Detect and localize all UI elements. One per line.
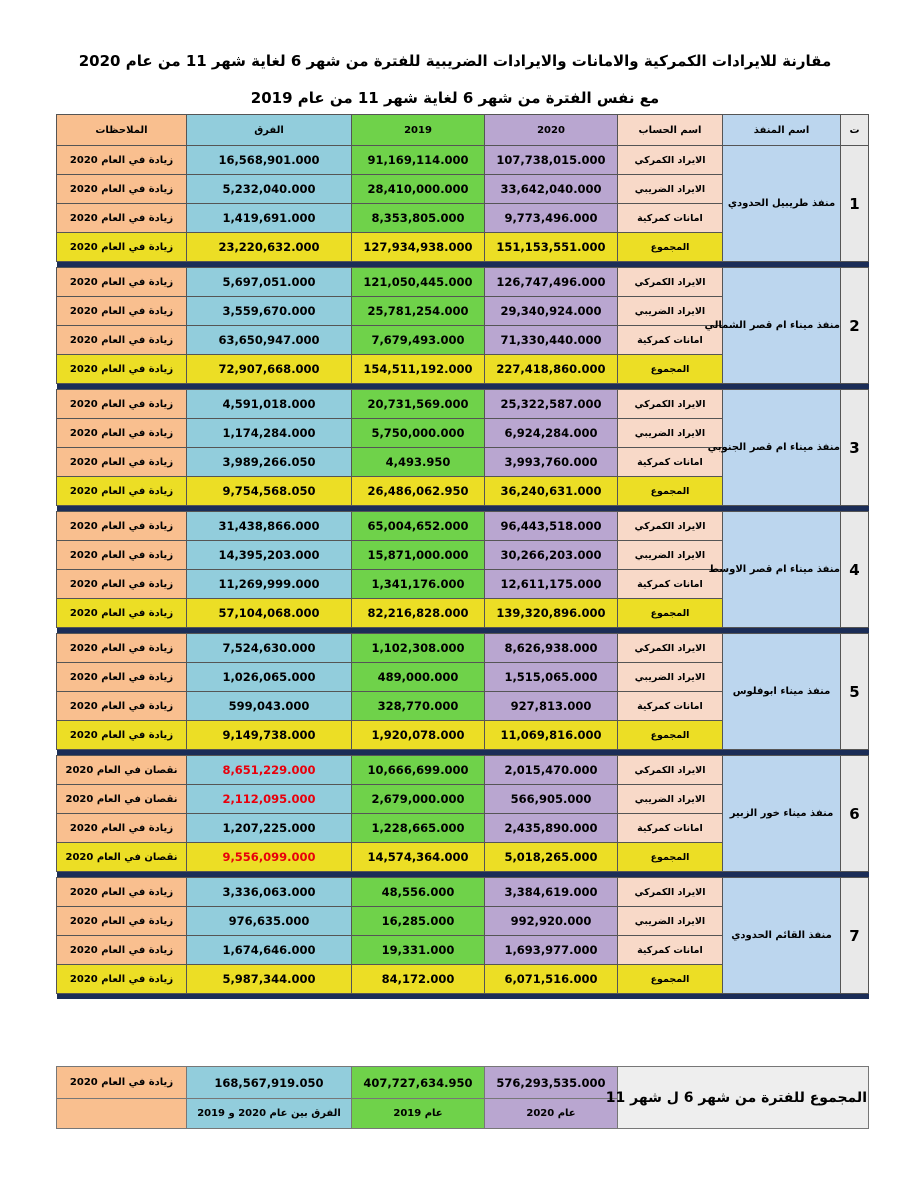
note-cell: زيادة في العام 2020 xyxy=(57,233,187,262)
value-2020: 3,993,760.000 xyxy=(485,448,618,477)
value-diff: 599,043.000 xyxy=(187,692,352,721)
port-index: 2 xyxy=(841,268,869,384)
table-row xyxy=(57,512,869,541)
value-diff: 1,174,284.000 xyxy=(187,419,352,448)
value-diff: 11,269,999.000 xyxy=(187,570,352,599)
note-cell: زيادة في العام 2020 xyxy=(57,599,187,628)
value-2020: 992,920.000 xyxy=(485,907,618,936)
note-cell: نقصان في العام 2020 xyxy=(57,785,187,814)
value-diff: 1,207,225.000 xyxy=(187,814,352,843)
header-index: ت xyxy=(841,115,869,146)
account-name: الايراد الكمركي xyxy=(618,634,723,663)
account-name: المجموع xyxy=(618,843,723,872)
value-2019: 121,050,445.000 xyxy=(352,268,485,297)
value-diff: 2,112,095.000 xyxy=(187,785,352,814)
value-2019: 16,285.000 xyxy=(352,907,485,936)
note-cell: زيادة في العام 2020 xyxy=(57,419,187,448)
value-2019: 154,511,192.000 xyxy=(352,355,485,384)
summary-note-caption xyxy=(57,1099,187,1129)
value-2020: 151,153,551.000 xyxy=(485,233,618,262)
value-diff: 14,395,203.000 xyxy=(187,541,352,570)
port-name: منفذ ميناء ام قصر الشمالي xyxy=(723,268,841,384)
note-cell: زيادة في العام 2020 xyxy=(57,965,187,994)
port-name: منفذ ميناء ام قصر الجنوبي xyxy=(723,390,841,506)
value-2020: 107,738,015.000 xyxy=(485,146,618,175)
value-diff: 9,556,099.000 xyxy=(187,843,352,872)
value-2020: 30,266,203.000 xyxy=(485,541,618,570)
value-2020: 8,626,938.000 xyxy=(485,634,618,663)
value-2020: 71,330,440.000 xyxy=(485,326,618,355)
note-cell: زيادة في العام 2020 xyxy=(57,448,187,477)
account-name: الايراد الضريبي xyxy=(618,297,723,326)
account-name: الايراد الكمركي xyxy=(618,512,723,541)
summary-2020: 576,293,535.000 xyxy=(485,1067,618,1099)
note-cell: زيادة في العام 2020 xyxy=(57,355,187,384)
port-index: 5 xyxy=(841,634,869,750)
port-name: منفذ طريبيل الحدودي xyxy=(723,146,841,262)
value-diff: 3,559,670.000 xyxy=(187,297,352,326)
value-2020: 1,515,065.000 xyxy=(485,663,618,692)
header-2020: 2020 xyxy=(485,115,618,146)
value-2019: 15,871,000.000 xyxy=(352,541,485,570)
value-diff: 9,754,568.050 xyxy=(187,477,352,506)
summary-values-row xyxy=(57,1067,869,1099)
value-2020: 126,747,496.000 xyxy=(485,268,618,297)
port-name: منفذ ميناء ام قصر الاوسط xyxy=(723,512,841,628)
account-name: الايراد الضريبي xyxy=(618,175,723,204)
value-diff: 5,232,040.000 xyxy=(187,175,352,204)
summary-table xyxy=(56,1066,869,1129)
account-name: الايراد الضريبي xyxy=(618,907,723,936)
header-port-name: اسم المنفذ xyxy=(723,115,841,146)
value-2020: 227,418,860.000 xyxy=(485,355,618,384)
account-name: المجموع xyxy=(618,355,723,384)
value-diff: 7,524,630.000 xyxy=(187,634,352,663)
value-diff: 23,220,632.000 xyxy=(187,233,352,262)
value-2019: 19,331.000 xyxy=(352,936,485,965)
value-2019: 7,679,493.000 xyxy=(352,326,485,355)
value-2020: 2,015,470.000 xyxy=(485,756,618,785)
note-cell: زيادة في العام 2020 xyxy=(57,721,187,750)
account-name: الايراد الكمركي xyxy=(618,878,723,907)
value-diff: 1,026,065.000 xyxy=(187,663,352,692)
table-row xyxy=(57,146,869,175)
port-index: 1 xyxy=(841,146,869,262)
note-cell: زيادة في العام 2020 xyxy=(57,146,187,175)
report-subtitle: مع نفس الفترة من شهر 6 لغاية شهر 11 من عام 2019 xyxy=(250,89,660,107)
account-name: امانات كمركية xyxy=(618,326,723,355)
value-2020: 5,018,265.000 xyxy=(485,843,618,872)
note-cell: زيادة في العام 2020 xyxy=(57,268,187,297)
header-account-name: اسم الحساب xyxy=(618,115,723,146)
account-name: امانات كمركية xyxy=(618,204,723,233)
note-cell: زيادة في العام 2020 xyxy=(57,512,187,541)
value-2019: 5,750,000.000 xyxy=(352,419,485,448)
note-cell: زيادة في العام 2020 xyxy=(57,936,187,965)
summary-2020-caption: عام 2020 xyxy=(485,1099,618,1129)
account-name: المجموع xyxy=(618,233,723,262)
account-name: امانات كمركية xyxy=(618,936,723,965)
account-name: الايراد الكمركي xyxy=(618,756,723,785)
account-name: الايراد الضريبي xyxy=(618,541,723,570)
value-diff: 31,438,866.000 xyxy=(187,512,352,541)
note-cell: زيادة في العام 2020 xyxy=(57,326,187,355)
value-2019: 1,228,665.000 xyxy=(352,814,485,843)
summary-2019: 407,727,634.950 xyxy=(352,1067,485,1099)
value-2019: 1,102,308.000 xyxy=(352,634,485,663)
value-2019: 4,493.950 xyxy=(352,448,485,477)
table-row xyxy=(57,634,869,663)
value-2019: 127,934,938.000 xyxy=(352,233,485,262)
header-2019: 2019 xyxy=(352,115,485,146)
summary-diff-caption: الفرق بين عام 2020 و 2019 xyxy=(187,1099,352,1129)
comparison-table xyxy=(56,114,869,999)
value-2019: 84,172.000 xyxy=(352,965,485,994)
table-row xyxy=(57,756,869,785)
value-2020: 9,773,496.000 xyxy=(485,204,618,233)
note-cell: زيادة في العام 2020 xyxy=(57,541,187,570)
value-2019: 28,410,000.000 xyxy=(352,175,485,204)
note-cell: زيادة في العام 2020 xyxy=(57,663,187,692)
value-diff: 16,568,901.000 xyxy=(187,146,352,175)
port-name: منفذ القائم الحدودي xyxy=(723,878,841,994)
value-diff: 3,989,266.050 xyxy=(187,448,352,477)
value-2020: 1,693,977.000 xyxy=(485,936,618,965)
value-2020: 139,320,896.000 xyxy=(485,599,618,628)
note-cell: زيادة في العام 2020 xyxy=(57,477,187,506)
value-diff: 3,336,063.000 xyxy=(187,878,352,907)
account-name: الايراد الكمركي xyxy=(618,146,723,175)
value-2019: 65,004,652.000 xyxy=(352,512,485,541)
value-2020: 29,340,924.000 xyxy=(485,297,618,326)
value-2019: 91,169,114.000 xyxy=(352,146,485,175)
account-name: امانات كمركية xyxy=(618,570,723,599)
note-cell: زيادة في العام 2020 xyxy=(57,297,187,326)
value-diff: 8,651,229.000 xyxy=(187,756,352,785)
account-name: الايراد الضريبي xyxy=(618,785,723,814)
header-diff: الفرق xyxy=(187,115,352,146)
value-diff: 1,674,646.000 xyxy=(187,936,352,965)
note-cell: زيادة في العام 2020 xyxy=(57,878,187,907)
note-cell: زيادة في العام 2020 xyxy=(57,814,187,843)
value-2020: 6,924,284.000 xyxy=(485,419,618,448)
value-diff: 5,987,344.000 xyxy=(187,965,352,994)
account-name: امانات كمركية xyxy=(618,448,723,477)
value-diff: 5,697,051.000 xyxy=(187,268,352,297)
port-index: 6 xyxy=(841,756,869,872)
note-cell: نقصان في العام 2020 xyxy=(57,843,187,872)
summary-label: المجموع للفترة من شهر 6 ل شهر 11 xyxy=(618,1067,869,1129)
account-name: المجموع xyxy=(618,721,723,750)
value-2019: 1,341,176.000 xyxy=(352,570,485,599)
value-2020: 2,435,890.000 xyxy=(485,814,618,843)
note-cell: زيادة في العام 2020 xyxy=(57,175,187,204)
account-name: امانات كمركية xyxy=(618,814,723,843)
port-name: منفذ ميناء خور الزبير xyxy=(723,756,841,872)
account-name: الايراد الكمركي xyxy=(618,390,723,419)
separator-bar xyxy=(57,994,869,1000)
value-2020: 36,240,631.000 xyxy=(485,477,618,506)
port-index: 3 xyxy=(841,390,869,506)
value-2020: 11,069,816.000 xyxy=(485,721,618,750)
value-2019: 25,781,254.000 xyxy=(352,297,485,326)
value-diff: 4,591,018.000 xyxy=(187,390,352,419)
note-cell: زيادة في العام 2020 xyxy=(57,692,187,721)
value-diff: 1,419,691.000 xyxy=(187,204,352,233)
table-row xyxy=(57,390,869,419)
value-2020: 3,384,619.000 xyxy=(485,878,618,907)
account-name: المجموع xyxy=(618,477,723,506)
header-row xyxy=(57,115,869,146)
section-separator xyxy=(57,994,869,1000)
value-2019: 20,731,569.000 xyxy=(352,390,485,419)
report-title: مقارنة للايرادات الكمركية والامانات والايرادات الضريبية للفترة من شهر 6 لغاية شهر 11 من عام 2020 xyxy=(78,52,832,70)
note-cell: زيادة في العام 2020 xyxy=(57,570,187,599)
summary-note: زيادة في العام 2020 xyxy=(57,1067,187,1099)
note-cell: زيادة في العام 2020 xyxy=(57,634,187,663)
value-2019: 10,666,699.000 xyxy=(352,756,485,785)
port-index: 4 xyxy=(841,512,869,628)
value-2020: 25,322,587.000 xyxy=(485,390,618,419)
value-diff: 976,635.000 xyxy=(187,907,352,936)
table-row xyxy=(57,268,869,297)
account-name: امانات كمركية xyxy=(618,692,723,721)
value-2019: 82,216,828.000 xyxy=(352,599,485,628)
value-2019: 14,574,364.000 xyxy=(352,843,485,872)
value-diff: 9,149,738.000 xyxy=(187,721,352,750)
value-2019: 1,920,078.000 xyxy=(352,721,485,750)
account-name: الايراد الضريبي xyxy=(618,663,723,692)
value-diff: 72,907,668.000 xyxy=(187,355,352,384)
summary-2019-caption: عام 2019 xyxy=(352,1099,485,1129)
value-diff: 57,104,068.000 xyxy=(187,599,352,628)
account-name: المجموع xyxy=(618,599,723,628)
note-cell: زيادة في العام 2020 xyxy=(57,390,187,419)
value-2019: 2,679,000.000 xyxy=(352,785,485,814)
note-cell: نقصان في العام 2020 xyxy=(57,756,187,785)
account-name: الايراد الضريبي xyxy=(618,419,723,448)
value-2019: 48,556.000 xyxy=(352,878,485,907)
value-2020: 33,642,040.000 xyxy=(485,175,618,204)
value-2019: 489,000.000 xyxy=(352,663,485,692)
table-row xyxy=(57,878,869,907)
note-cell: زيادة في العام 2020 xyxy=(57,907,187,936)
account-name: المجموع xyxy=(618,965,723,994)
value-2019: 26,486,062.950 xyxy=(352,477,485,506)
value-2020: 566,905.000 xyxy=(485,785,618,814)
port-index: 7 xyxy=(841,878,869,994)
note-cell: زيادة في العام 2020 xyxy=(57,204,187,233)
value-diff: 63,650,947.000 xyxy=(187,326,352,355)
value-2019: 8,353,805.000 xyxy=(352,204,485,233)
value-2019: 328,770.000 xyxy=(352,692,485,721)
header-notes: الملاحظات xyxy=(57,115,187,146)
value-2020: 96,443,518.000 xyxy=(485,512,618,541)
value-2020: 12,611,175.000 xyxy=(485,570,618,599)
value-2020: 927,813.000 xyxy=(485,692,618,721)
port-name: منفذ ميناء ابوفلوس xyxy=(723,634,841,750)
account-name: الايراد الكمركي xyxy=(618,268,723,297)
summary-diff: 168,567,919.050 xyxy=(187,1067,352,1099)
value-2020: 6,071,516.000 xyxy=(485,965,618,994)
